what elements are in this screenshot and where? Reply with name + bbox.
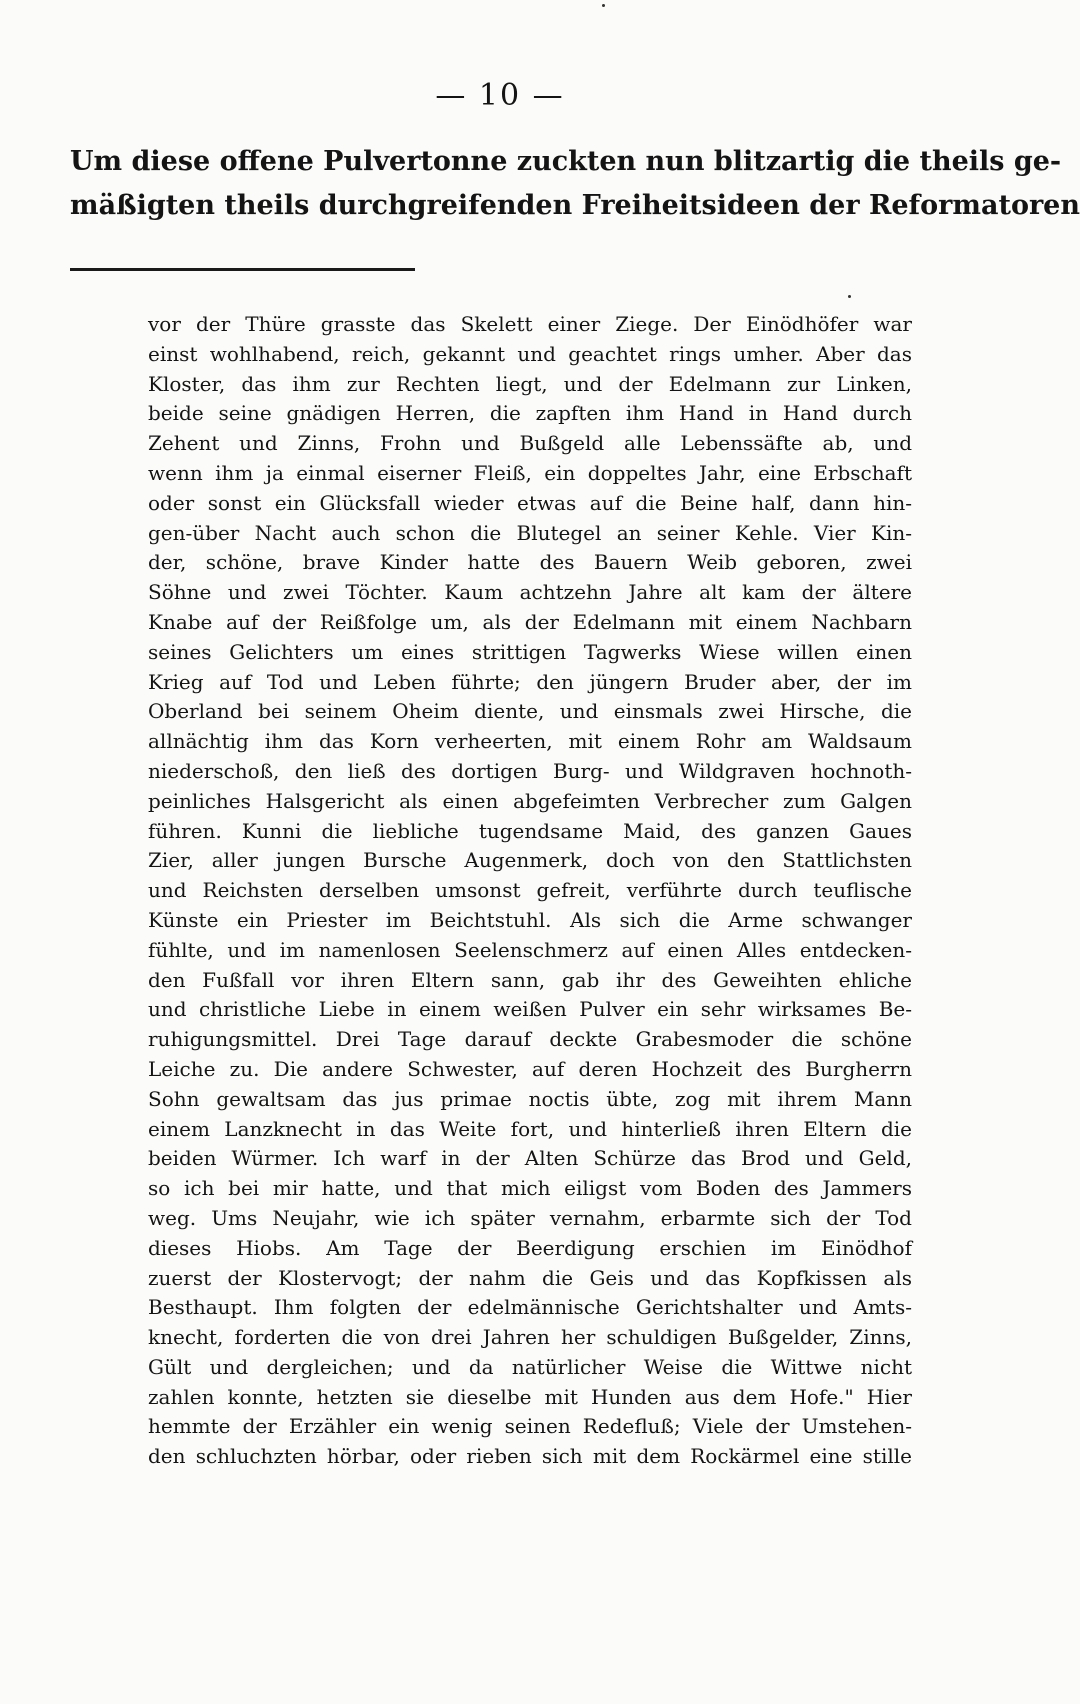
footnote-line: peinliches Halsgericht als einen abgefeimten Verbrecher zum Galgen (148, 788, 912, 813)
footnote-line: knecht, forderten die von drei Jahren her schuldigen Bußgelder, Zinns, (148, 1325, 912, 1350)
footnote (148, 310, 912, 1472)
footnote-line: Leiche zu. Die andere Schwester, auf deren Hochzeit des Burgherrn (148, 1056, 912, 1081)
footnote-line: wenn ihm ja einmal eiserner Fleiß, ein doppeltes Jahr, eine Erbschaft (148, 460, 912, 485)
main-text (70, 140, 1080, 228)
footnote-line: Söhne und zwei Töchter. Kaum achtzehn Jahre alt kam der ältere (148, 580, 912, 605)
footnote-line: niederschoß, den ließ des dortigen Burg- und Wildgraven hochnoth- (148, 758, 912, 783)
footnote-line: einem Lanzknecht in das Weite fort, und hinterließ ihren Eltern die (148, 1116, 912, 1141)
footnote-line: Künste ein Priester im Beichtstuhl. Als sich die Arme schwanger (148, 907, 912, 932)
footnote-separator-rule (70, 268, 415, 271)
main-text-line: mäßigten theils durchgreifenden Freiheitsideen der Reformatoren (70, 190, 1080, 221)
footnote-line: dieses Hiobs. Am Tage der Beerdigung erschien im Einödhof (148, 1235, 912, 1260)
print-speck (602, 4, 605, 7)
footnote-line: Zehent und Zinns, Frohn und Bußgeld alle Lebenssäfte ab, und (148, 431, 912, 456)
footnote-line: vor der Thüre grasste das Skelett einer Ziege. Der Einödhöfer war (148, 312, 912, 336)
footnote-line: beide seine gnädigen Herren, die zapften ihm Hand in Hand durch (148, 401, 912, 426)
footnote-line: so ich bei mir hatte, und that mich eiligst vom Boden des Jammers (148, 1176, 912, 1201)
footnote-line: oder sonst ein Glücksfall wieder etwas auf die Beine half, dann hin- (148, 490, 912, 515)
footnote-line: und christliche Liebe in einem weißen Pulver ein sehr wirksames Be- (148, 997, 912, 1022)
footnote-line: fühlte, und im namenlosen Seelenschmerz auf einen Alles entdecken- (148, 937, 912, 962)
footnote-line: zuerst der Klostervogt; der nahm die Geis und das Kopfkissen als (148, 1265, 912, 1290)
footnote-line: einst wohlhabend, reich, gekannt und geachtet rings umher. Aber das (148, 341, 912, 366)
footnote-line: beiden Würmer. Ich warf in der Alten Schürze das Brod und Geld, (148, 1146, 912, 1171)
footnote-line: weg. Ums Neujahr, wie ich später vernahm, erbarmte sich der Tod (148, 1205, 912, 1230)
footnote-line: zahlen konnte, hetzten sie dieselbe mit Hunden aus dem Hofe." Hier (148, 1384, 912, 1409)
footnote-line: seines Gelichters um eines strittigen Tagwerks Wiese willen einen (148, 639, 912, 664)
footnote-line: und Reichsten derselben umsonst gefreit, verführte durch teuflische (148, 878, 912, 903)
footnote-line: Knabe auf der Reißfolge um, als der Edelmann mit einem Nachbarn (148, 609, 912, 634)
footnote-line: führen. Kunni die liebliche tugendsame Maid, des ganzen Gaues (148, 818, 912, 843)
footnote-line: Sohn gewaltsam das jus primae noctis übte, zog mit ihrem Mann (148, 1086, 912, 1111)
main-text-line: Um diese offene Pulvertonne zuckten nun blitzartig die theils ge- (70, 146, 1062, 177)
footnote-line: allnächtig ihm das Korn verheerten, mit einem Rohr am Waldsaum (148, 729, 912, 754)
footnote-line: der, schöne, brave Kinder hatte des Bauern Weib geboren, zwei (148, 550, 912, 575)
footnote-line: Besthaupt. Ihm folgten der edelmännische Gerichtshalter und Amts- (148, 1295, 912, 1320)
footnote-line: ruhigungsmittel. Drei Tage darauf deckte Grabesmoder die schöne (148, 1027, 912, 1052)
print-speck (848, 295, 851, 298)
footnote-line: Kloster, das ihm zur Rechten liegt, und der Edelmann zur Linken, (148, 371, 912, 396)
footnote-line: gen-über Nacht auch schon die Blutegel an seiner Kehle. Vier Kin- (148, 520, 912, 545)
footnote-line: Gült und dergleichen; und da natürlicher Weise die Wittwe nicht (148, 1354, 912, 1379)
footnote-line: Zier, aller jungen Bursche Augenmerk, doch von den Stattlichsten (148, 848, 912, 873)
footnote-line: hemmte der Erzähler ein wenig seinen Redefluß; Viele der Umstehen- (148, 1414, 912, 1439)
footnote-line: den Fußfall vor ihren Eltern sann, gab ihr des Geweihten ehliche (148, 967, 912, 992)
footnote-line: Krieg auf Tod und Leben führte; den jüngern Bruder aber, der im (148, 669, 912, 694)
page-number: — 10 — (435, 78, 565, 113)
footnote-line: Oberland bei seinem Oheim diente, und einsmals zwei Hirsche, die (148, 699, 912, 724)
footnote-line: den schluchzten hörbar, oder rieben sich mit dem Rockärmel eine stille (148, 1444, 912, 1469)
